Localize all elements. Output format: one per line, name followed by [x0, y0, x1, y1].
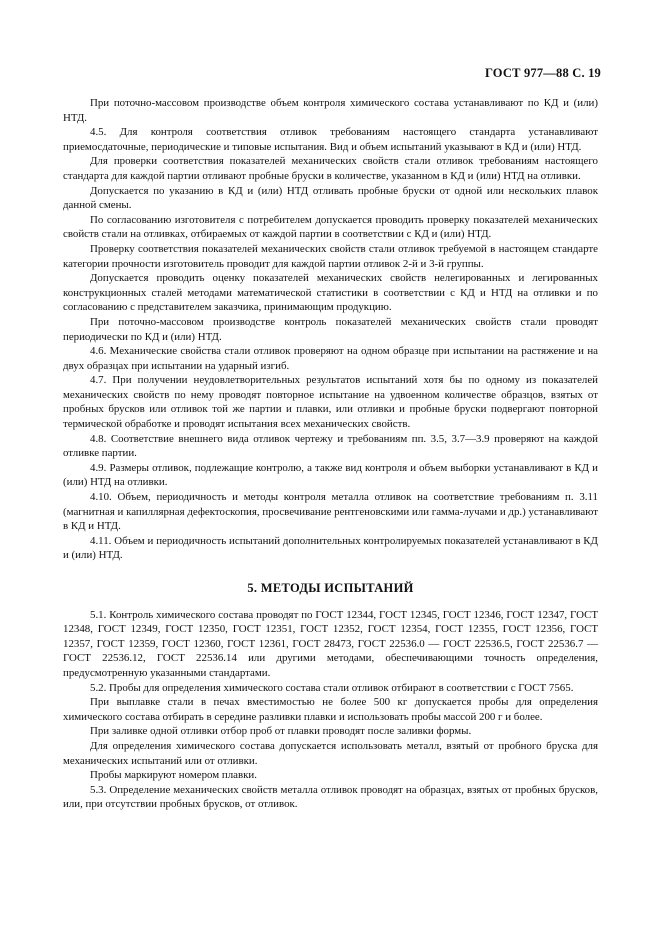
paragraph: Проверку соответствия показателей механических свойств стали отливок требуемой в настоящем стандарте категории прочности изготовитель проводит для каждой партии отливок 2-й и 3-й группы. [63, 242, 598, 270]
paragraph: Допускается проводить оценку показателей механических свойств нелегированных и легированных конструкционных сталей методами математической статистики в соответствии с КД и НТД на отливки и по согласованию с представителем заказчика, принимающим продукцию. [63, 272, 598, 314]
paragraph: 4.8. Соответствие внешнего вида отливок чертежу и требованиям пп. 3.5, 3.7—3.9 проверяют на каждой отливке партии. [63, 432, 598, 460]
paragraph: 4.7. При получении неудовлетворительных результатов испытаний хотя бы по одному из показателей механических свойств по нему проводят повторное испытание на удвоенном количестве образцов, взятых от пробных брусков или отливок той же партии и плавки, или отливки и пробные бруски подвергают повторной термической обработке и проводят испытания всех механических свойств. [63, 374, 598, 431]
paragraph: Для проверки соответствия показателей механических свойств стали отливок требованиям настоящего стандарта для каждой партии отливают пробные бруски в количестве, указанном в КД и (или) НТД на отливки. [63, 155, 598, 182]
paragraph: При заливке одной отливки отбор проб от плавки проводят после заливки формы. [90, 725, 472, 738]
paragraph: Для определения химического состава допускается использовать металл, взятый от пробного бруска для механических испытаний или от отливки. [63, 739, 598, 767]
page-header: ГОСТ 977—88 С. 19 [484, 66, 601, 80]
section-title: 5. МЕТОДЫ ИСПЫТАНИЙ [247, 581, 414, 595]
paragraph: 4.6. Механические свойства стали отливок проверяют на одном образце при испытании на растяжение и на двух образцах при испытании на ударный изгиб. [63, 345, 598, 372]
paragraph: 4.9. Размеры отливок, подлежащие контролю, а также вид контроля и объем выборки устанавливают в КД и (или) НТД на отливки. [63, 461, 598, 489]
paragraph: 4.11. Объем и периодичность испытаний дополнительных контролируемых показателей устанавливают в КД и (или) НТД. [63, 534, 598, 562]
document-body [63, 96, 598, 812]
paragraph: 4.5. Для контроля соответствия отливок требованиям настоящего стандарта устанавливают приемосдаточные, периодические и типовые испытания. Вид и объем испытаний указывают в КД и (или) НТД. [63, 126, 598, 153]
paragraph: При выплавке стали в печах вместимостью не более 500 кг допускается пробы для определения химического состава отбирать в середине разливки плавки и использовать пробы массой 200 г и более. [63, 696, 598, 723]
paragraph: При поточно-массовом производстве объем контроля химического состава устанавливают по КД и (или) НТД. [63, 97, 598, 124]
paragraph: 5.1. Контроль химического состава проводят по ГОСТ 12344, ГОСТ 12345, ГОСТ 12346, ГОСТ 12347, ГОСТ 12348, ГОСТ 12349, ГОСТ 12350, ГОСТ 12351, ГОСТ 12352, ГОСТ 12354, ГОСТ 12355, ГОСТ 12356, ГОСТ 12357, ГОСТ 12359, ГОСТ 12360, ГОСТ 12361, ГОСТ 28473, ГОСТ 22536.0 — ГОСТ 22536.5, ГОСТ 22536.7 — ГОСТ 22536.12, ГОСТ 22536.14 или другими методами, обеспечивающими точность определения, предусмотренную указанными стандартами. [63, 608, 598, 679]
paragraph: Пробы маркируют номером плавки. [90, 769, 257, 782]
paragraph: 5.2. Пробы для определения химического состава стали отливок отбирают в соответствии с ГОСТ 7565. [90, 681, 574, 694]
paragraph: При поточно-массовом производстве контроль показателей механических свойств стали проводят периодически по КД и (или) НТД. [63, 315, 598, 343]
paragraph: По согласованию изготовителя с потребителем допускается проводить проверку показателей механических свойств стали на отливках, отбираемых от каждой партии в соответствии с КД и (или) НТД. [63, 213, 598, 241]
paragraph: 4.10. Объем, периодичность и методы контроля металла отливок на соответствие требованиям п. 3.11 (магнитная и капиллярная дефектоскопия, просвечивание рентгеновскими или гамма-лучами и др.) устанавливают в КД и НТД. [63, 491, 598, 533]
paragraph: 5.3. Определение механических свойств металла отливок проводят на образцах, взятых от пробных брусков, или, при отсутствии пробных брусков, от отливок. [63, 783, 598, 811]
paragraph: Допускается по указанию в КД и (или) НТД отливать пробные бруски от одной или нескольких плавок данной смены. [63, 184, 598, 212]
